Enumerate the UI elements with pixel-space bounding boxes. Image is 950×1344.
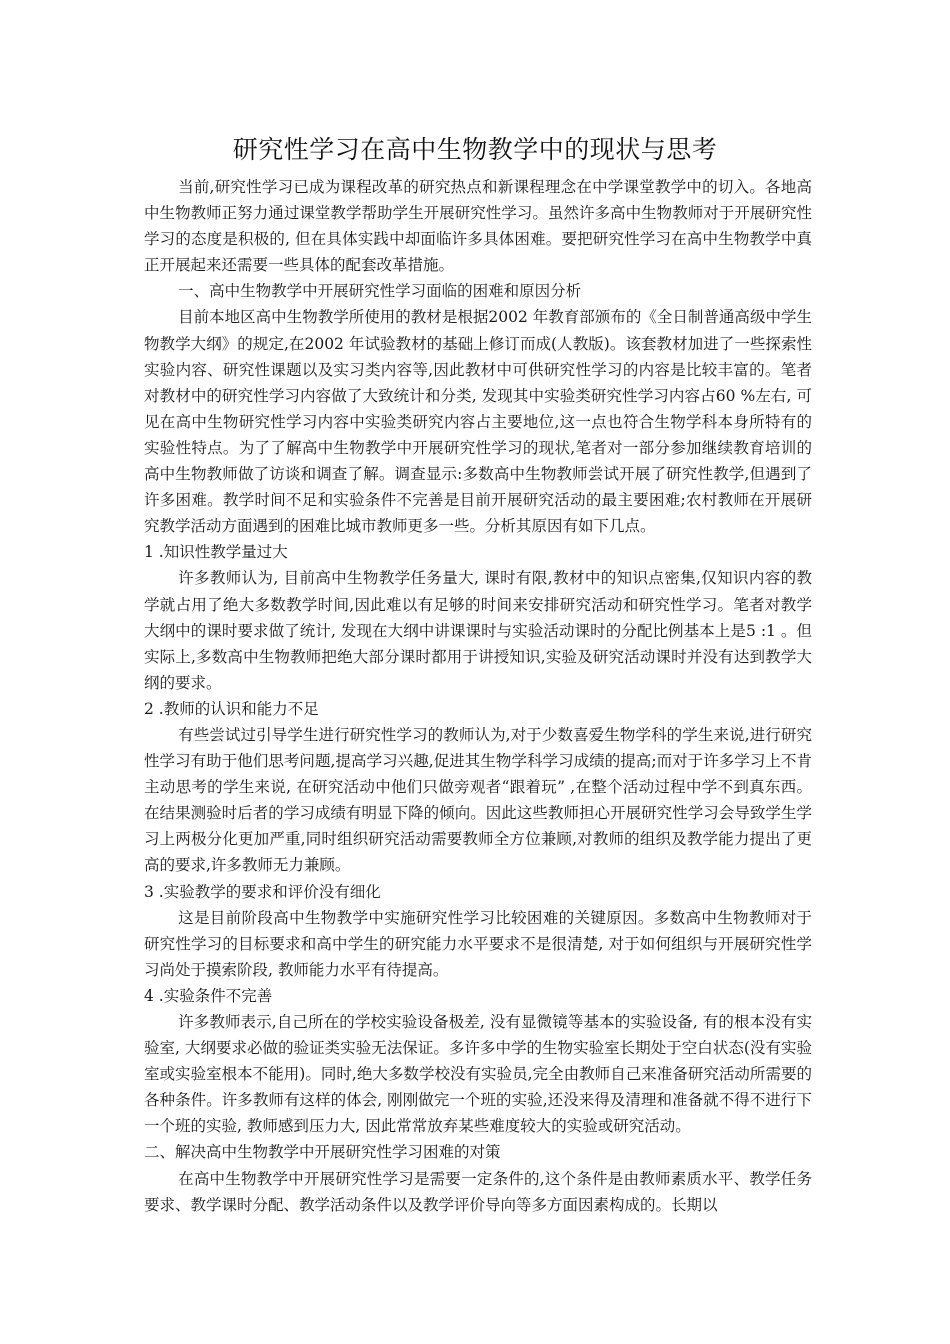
- document-title: 研究性学习在高中生物教学中的现状与思考: [232, 135, 718, 164]
- item-heading-4: 4 .实验条件不完善: [144, 986, 273, 1005]
- item-heading-2: 2 .教师的认识和能力不足: [144, 699, 319, 718]
- section-heading-2: 二、解决高中生物教学中开展研究性学习困难的对策: [144, 1143, 501, 1162]
- item-2-paragraph: 有些尝试过引导学生进行研究性学习的教师认为,对于少数喜爱生物学科的学生来说,进行研究性学习有助于他们思考问题,提高学习兴趣,促进其生物学科学习成绩的提高;而对于许多学习上不肯主动思考的学生来说, 在研究活动中他们只做旁观者“跟着玩” ,在整个活动过程中学不到真东西。在结果测验时后者的学习成绩有明显下降的倾向。因此这些教师担心开展研究性学习会导致学生学习上两极分化更加严重,同时组织研究活动需要教师全方位兼顾,对教师的组织及教学能力提出了更高的要求,许多教师无力兼顾。: [144, 725, 812, 875]
- document-body: [144, 174, 812, 1218]
- item-1-paragraph: 许多教师认为, 目前高中生物教学任务量大, 课时有限,教材中的知识点密集,仅知识内容的教学就占用了绝大多数教学时间,因此难以有足够的时间来安排研究活动和研究性学习。笔者对教学大纲中的课时要求做了统计, 发现在大纲中讲课课时与实验活动课时的分配比例基本上是5 :1 。但实际上,多数高中生物教师把绝大部分课时都用于讲授知识,实验及研究活动课时并没有达到教学大纲的要求。: [144, 569, 812, 692]
- item-heading-1: 1 .知识性教学量过大: [144, 543, 288, 562]
- item-4-paragraph: 许多教师表示,自己所在的学校实验设备极差, 没有显微镜等基本的实验设备, 有的根本没有实验室, 大纲要求必做的验证类实验无法保证。多许多中学的生物实验室长期处于空白状态(没有实验室或实验室根本不能用)。同时,绝大多数学校没有实验员,完全由教师自己来准备研究活动所需要的各种条件。许多教师有这样的体会, 刚刚做完一个班的实验,还没来得及清理和准备就不得不进行下一个班的实验, 教师感到压力大, 因此常常放弃某些难度较大的实验或研究活动。: [144, 1013, 812, 1136]
- item-3-paragraph: 这是目前阶段高中生物教学中实施研究性学习比较困难的关键原因。多数高中生物教师对于研究性学习的目标要求和高中学生的研究能力水平要求不是很清楚, 对于如何组织与开展研究性学习尚处于摸索阶段, 教师能力水平有待提高。: [144, 908, 812, 979]
- section-2-paragraph: 在高中生物教学中开展研究性学习是需要一定条件的,这个条件是由教师素质水平、教学任务要求、教学课时分配、教学活动条件以及教学评价导向等多方面因素构成的。长期以: [144, 1169, 812, 1214]
- section-heading-1: 一、高中生物教学中开展研究性学习面临的困难和原因分析: [178, 282, 582, 301]
- intro-paragraph: 当前,研究性学习已成为课程改革的研究热点和新课程理念在中学课堂教学中的切入。各地高中生物教师正努力通过课堂教学帮助学生开展研究性学习。虽然许多高中生物教师对于开展研究性学习的态度是积极的, 但在具体实践中却面临许多具体困难。要把研究性学习在高中生物教学中真正开展起来还需要一些具体的配套改革措施。: [144, 178, 812, 275]
- section-1-paragraph: 目前本地区高中生物教学所使用的教材是根据2002 年教育部颁布的《全日制普通高级中学生物教学大纲》的规定,在2002 年试验教材的基础上修订而成(人教版)。该套教材加进了一些探索性实验内容、研究性课题以及实习类内容等,因此教材中可供研究性学习的内容是比较丰富的。笔者对教材中的研究性学习内容做了大致统计和分类, 发现其中实验类研究性学习内容占60 %左右, 可见在高中生物研究性学习内容中实验类研究内容占主要地位,这一点也符合生物学科本身所特有的实验性特点。为了了解高中生物教学中开展研究性学习的现状,笔者对一部分参加继续教育培训的高中生物教师做了访谈和调查了解。调查显示:多数高中生物教师尝试开展了研究性教学,但遇到了许多困难。教学时间不足和实验条件不完善是目前开展研究活动的最主要困难;农村教师在开展研究教学活动方面遇到的困难比城市教师更多一些。分析其原因有如下几点。: [144, 308, 812, 536]
- item-heading-3: 3 .实验教学的要求和评价没有细化: [144, 882, 381, 901]
